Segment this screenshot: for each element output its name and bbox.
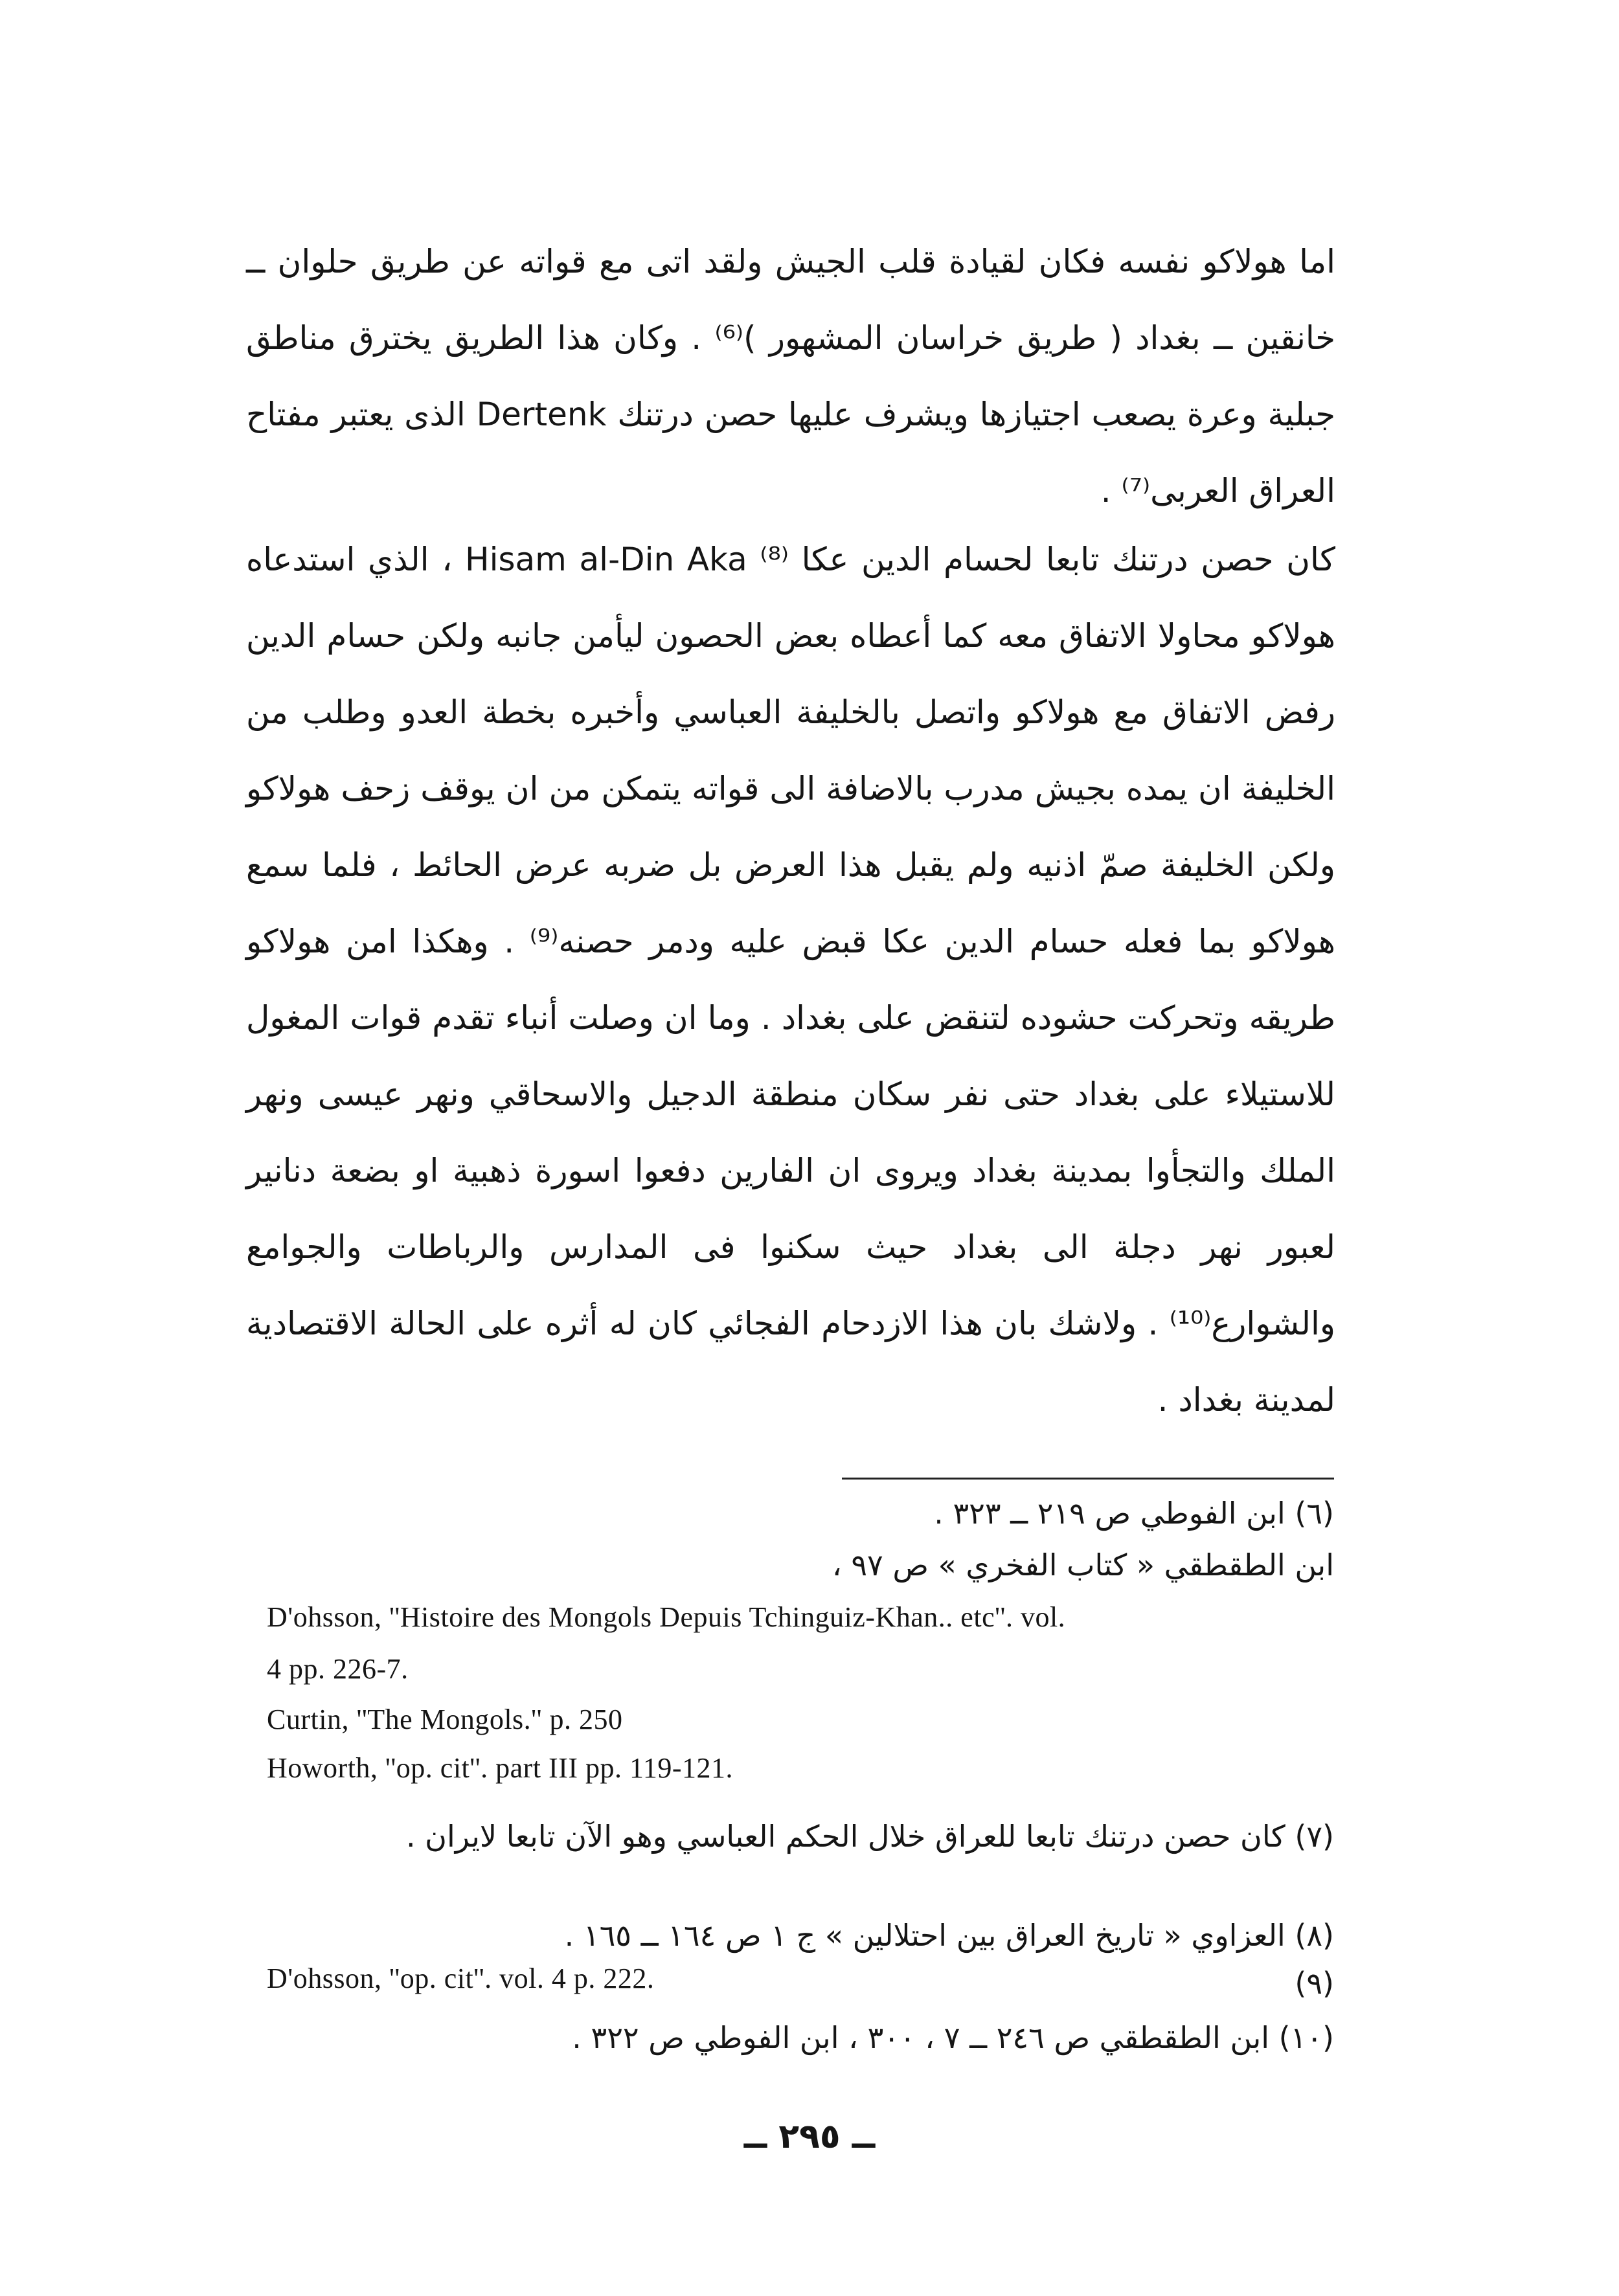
footnote-8: (٨) العزاوي « تاريخ العراق بين احتلالين » ج ١ ص ١٦٤ ــ ١٦٥ . bbox=[564, 1918, 1334, 1953]
footnote-7: (٧) كان حصن درتنك تابعا للعراق خلال الحكم العباسي وهو الآن تابعا لايران . bbox=[405, 1819, 1334, 1854]
footnote-9-text: D'ohsson, ''op. cit''. vol. 4 p. 222. bbox=[267, 1963, 655, 1994]
paragraph-text-1: اما هولاكو نفسه فكان لقيادة قلب الجيش ولقد اتى مع قواته عن طريق حلوان ــ خانقين ــ بغداد ( طريق خراسان المشهور )⁽⁶⁾ . وكان هذا الطريق يخترق مناطق جبلية وعرة يصعب اجتيازها ويشرف عليها حصن درتنك Dertenk الذى يعتبر مفتاح العراق العربى⁽⁷⁾ . bbox=[246, 243, 1336, 510]
body-paragraph-2 bbox=[246, 521, 1335, 1438]
body-paragraph-1 bbox=[246, 223, 1335, 529]
paragraph-text-2: كان حصن درتنك تابعا لحسام الدين عكا Hisam al-Din Aka ⁽⁸⁾ ، الذي استدعاه هولاكو محاولا الاتفاق معه كما أعطاه بعض الحصون ليأمن جانبه ولكن حسام الدين رفض الاتفاق مع هولاكو واتصل بالخليفة العباسي وأخبره بخطة العدو وطلب من الخليفة ان يمده بجيش مدرب بالاضافة الى قواته يتمكن من ان يوقف زحف هولاكو ولكن الخليفة صمّ اذنيه ولم يقبل هذا العرض بل ضربه عرض الحائط ، فلما سمع هولاكو بما فعله حسام الدين عكا قبض عليه ودمر حصنه⁽⁹⁾ . وهكذا امن هولاكو طريقه وتحركت حشوده لتنقض على بغداد . وما ان وصلت أنباء تقدم قوات المغول للاستيلاء على بغداد حتى نفر سكان منطقة الدجيل والاسحاقي ونهر عيسى ونهر الملك والتجأوا بمدينة بغداد ويروى ان الفارين دفعوا اسورة ذهبية او بضعة دنانير لعبور نهر دجلة الى بغداد حيث سكنوا فى المدارس والرباطات والجوامع والشوارع⁽¹⁰⁾ . ولاشك بان هذا الازدحام الفجائي كان له أثره على الحالة الاقتصادية لمدينة بغداد . bbox=[246, 541, 1335, 1419]
footnote-6-line-4: 4 pp. 226-7. bbox=[267, 1653, 409, 1685]
footnote-10: (١٠) ابن الطقطقي ص ٢٤٦ ــ ٧ ، ٣٠٠ ، ابن الفوطي ص ٣٢٢ . bbox=[572, 2020, 1334, 2055]
footnote-6-line-2: ابن الطقطقي « كتاب الفخري » ص ٩٧ ، bbox=[832, 1548, 1334, 1582]
footnote-6-line-5: Curtin, ''The Mongols.'' p. 250 bbox=[267, 1704, 623, 1735]
footnote-9-number: (٩) bbox=[1295, 1966, 1334, 2001]
footnote-6-line-1: (٦) ابن الفوطي ص ٢١٩ ــ ٣٢٣ . bbox=[934, 1496, 1334, 1531]
footnote-6-line-3: D'ohsson, ''Histoire des Mongols Depuis Tchinguiz-Khan.. etc''. vol. bbox=[267, 1601, 1066, 1633]
footnote-6-line-6: Howorth, ''op. cit''. part III pp. 119-121. bbox=[267, 1752, 733, 1784]
footnote-divider bbox=[842, 1478, 1334, 1480]
page-number: ــ ٢٩٥ ــ bbox=[743, 2117, 876, 2156]
